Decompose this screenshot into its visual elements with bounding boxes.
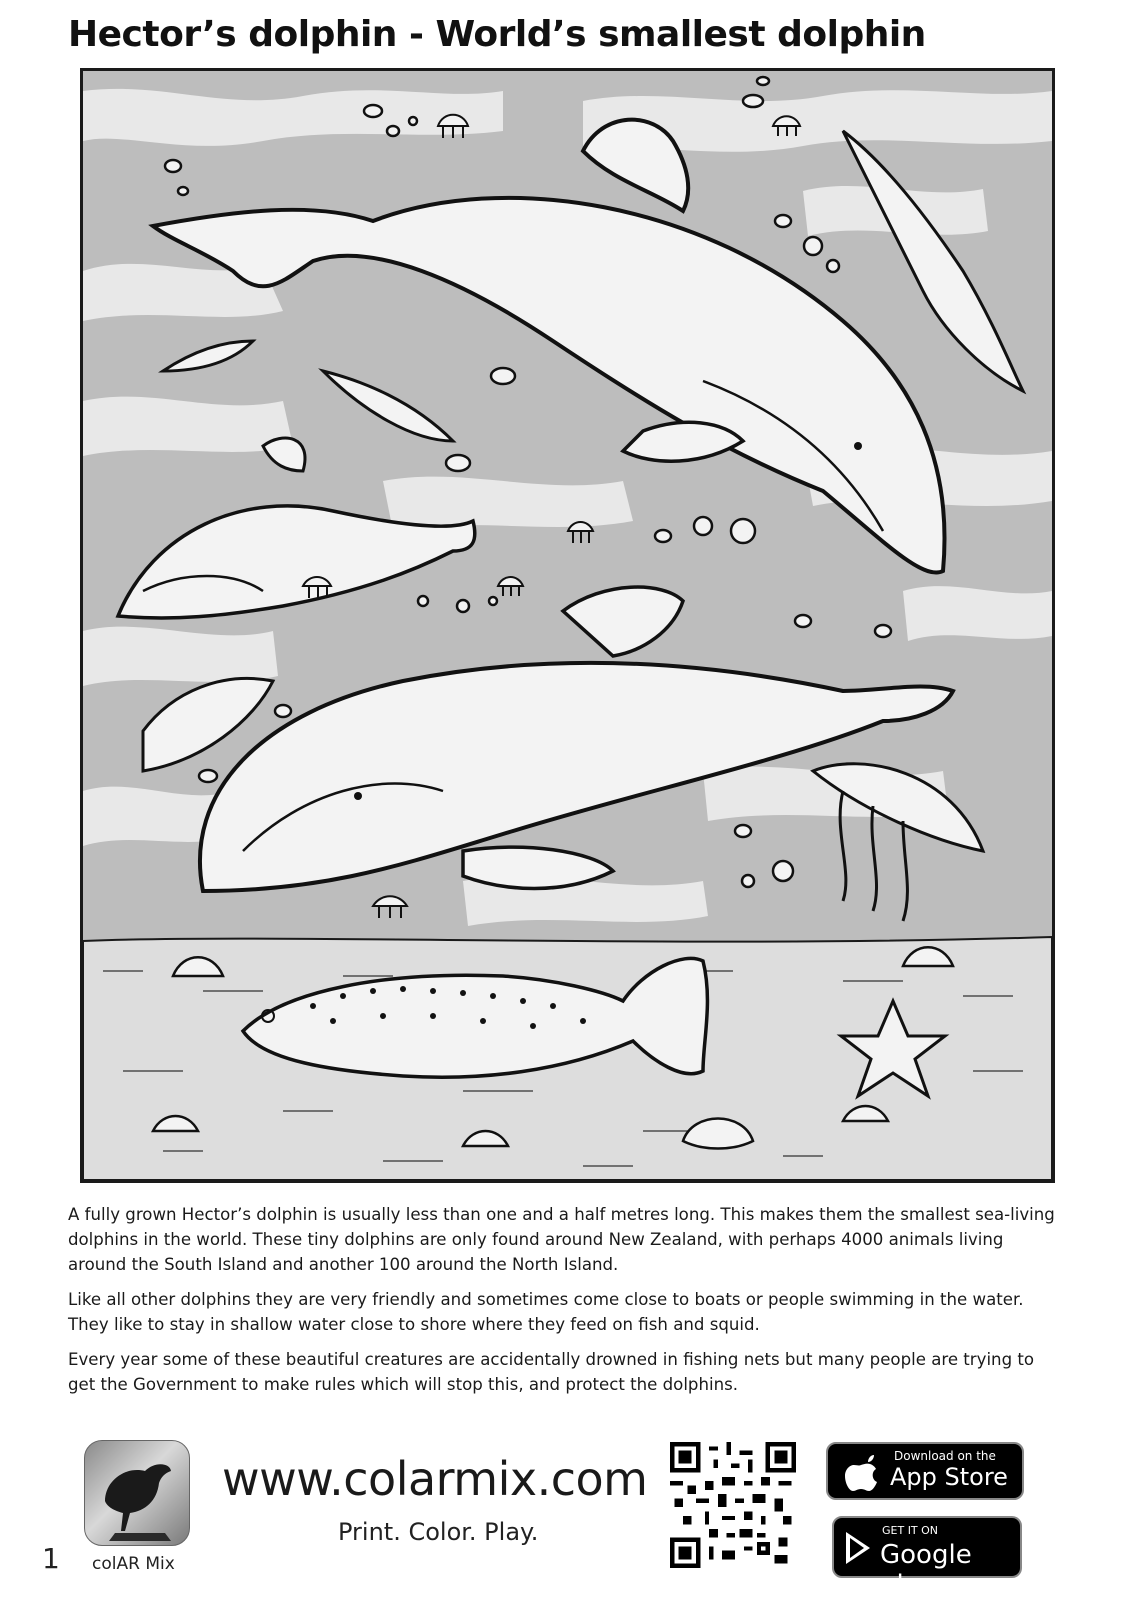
qr-code[interactable] <box>670 1442 796 1568</box>
bird-logo-icon[interactable] <box>84 1440 190 1546</box>
tagline: Print. Color. Play. <box>338 1518 539 1546</box>
apple-icon <box>844 1454 878 1492</box>
app-store-badge[interactable] <box>826 1442 1024 1500</box>
google-play-big-text: Google play <box>880 1540 972 1600</box>
google-play-badge[interactable] <box>832 1516 1022 1600</box>
article-text <box>68 1202 1066 1407</box>
google-play-icon <box>844 1530 874 1566</box>
app-store-small-text: Download on the <box>894 1449 996 1463</box>
website-link[interactable]: www.colarmix.com <box>222 1452 648 1506</box>
coloring-illustration <box>80 68 1055 1183</box>
paragraph-3: Every year some of these beautiful creatures are accidentally drowned in fishing nets but many people are trying to get the Government to make rules which will stop this, and protect the dolphins. <box>68 1350 1035 1394</box>
footer <box>0 1430 1132 1600</box>
page-title: Hector’s dolphin - World’s smallest dolphin <box>68 14 926 55</box>
page-number: 1 <box>42 1542 60 1575</box>
google-play-small-text: GET IT ON <box>882 1524 939 1537</box>
paragraph-2: Like all other dolphins they are very friendly and sometimes come close to boats or people swimming in the water. They like to stay in shallow water close to shore where they feed on fish and squid. <box>68 1290 1024 1334</box>
paragraph-1: A fully grown Hector’s dolphin is usually less than one and a half metres long. This makes them the smallest sea-living dolphins in the world. These tiny dolphins are only found around New Zealand, with perhaps 4000 animals living around the South Island and another 100 around the North Island. <box>68 1205 1055 1274</box>
app-name: colAR Mix <box>92 1554 175 1574</box>
app-store-big-text: App Store <box>890 1463 1008 1491</box>
dolphin-illustration <box>83 71 1052 1180</box>
